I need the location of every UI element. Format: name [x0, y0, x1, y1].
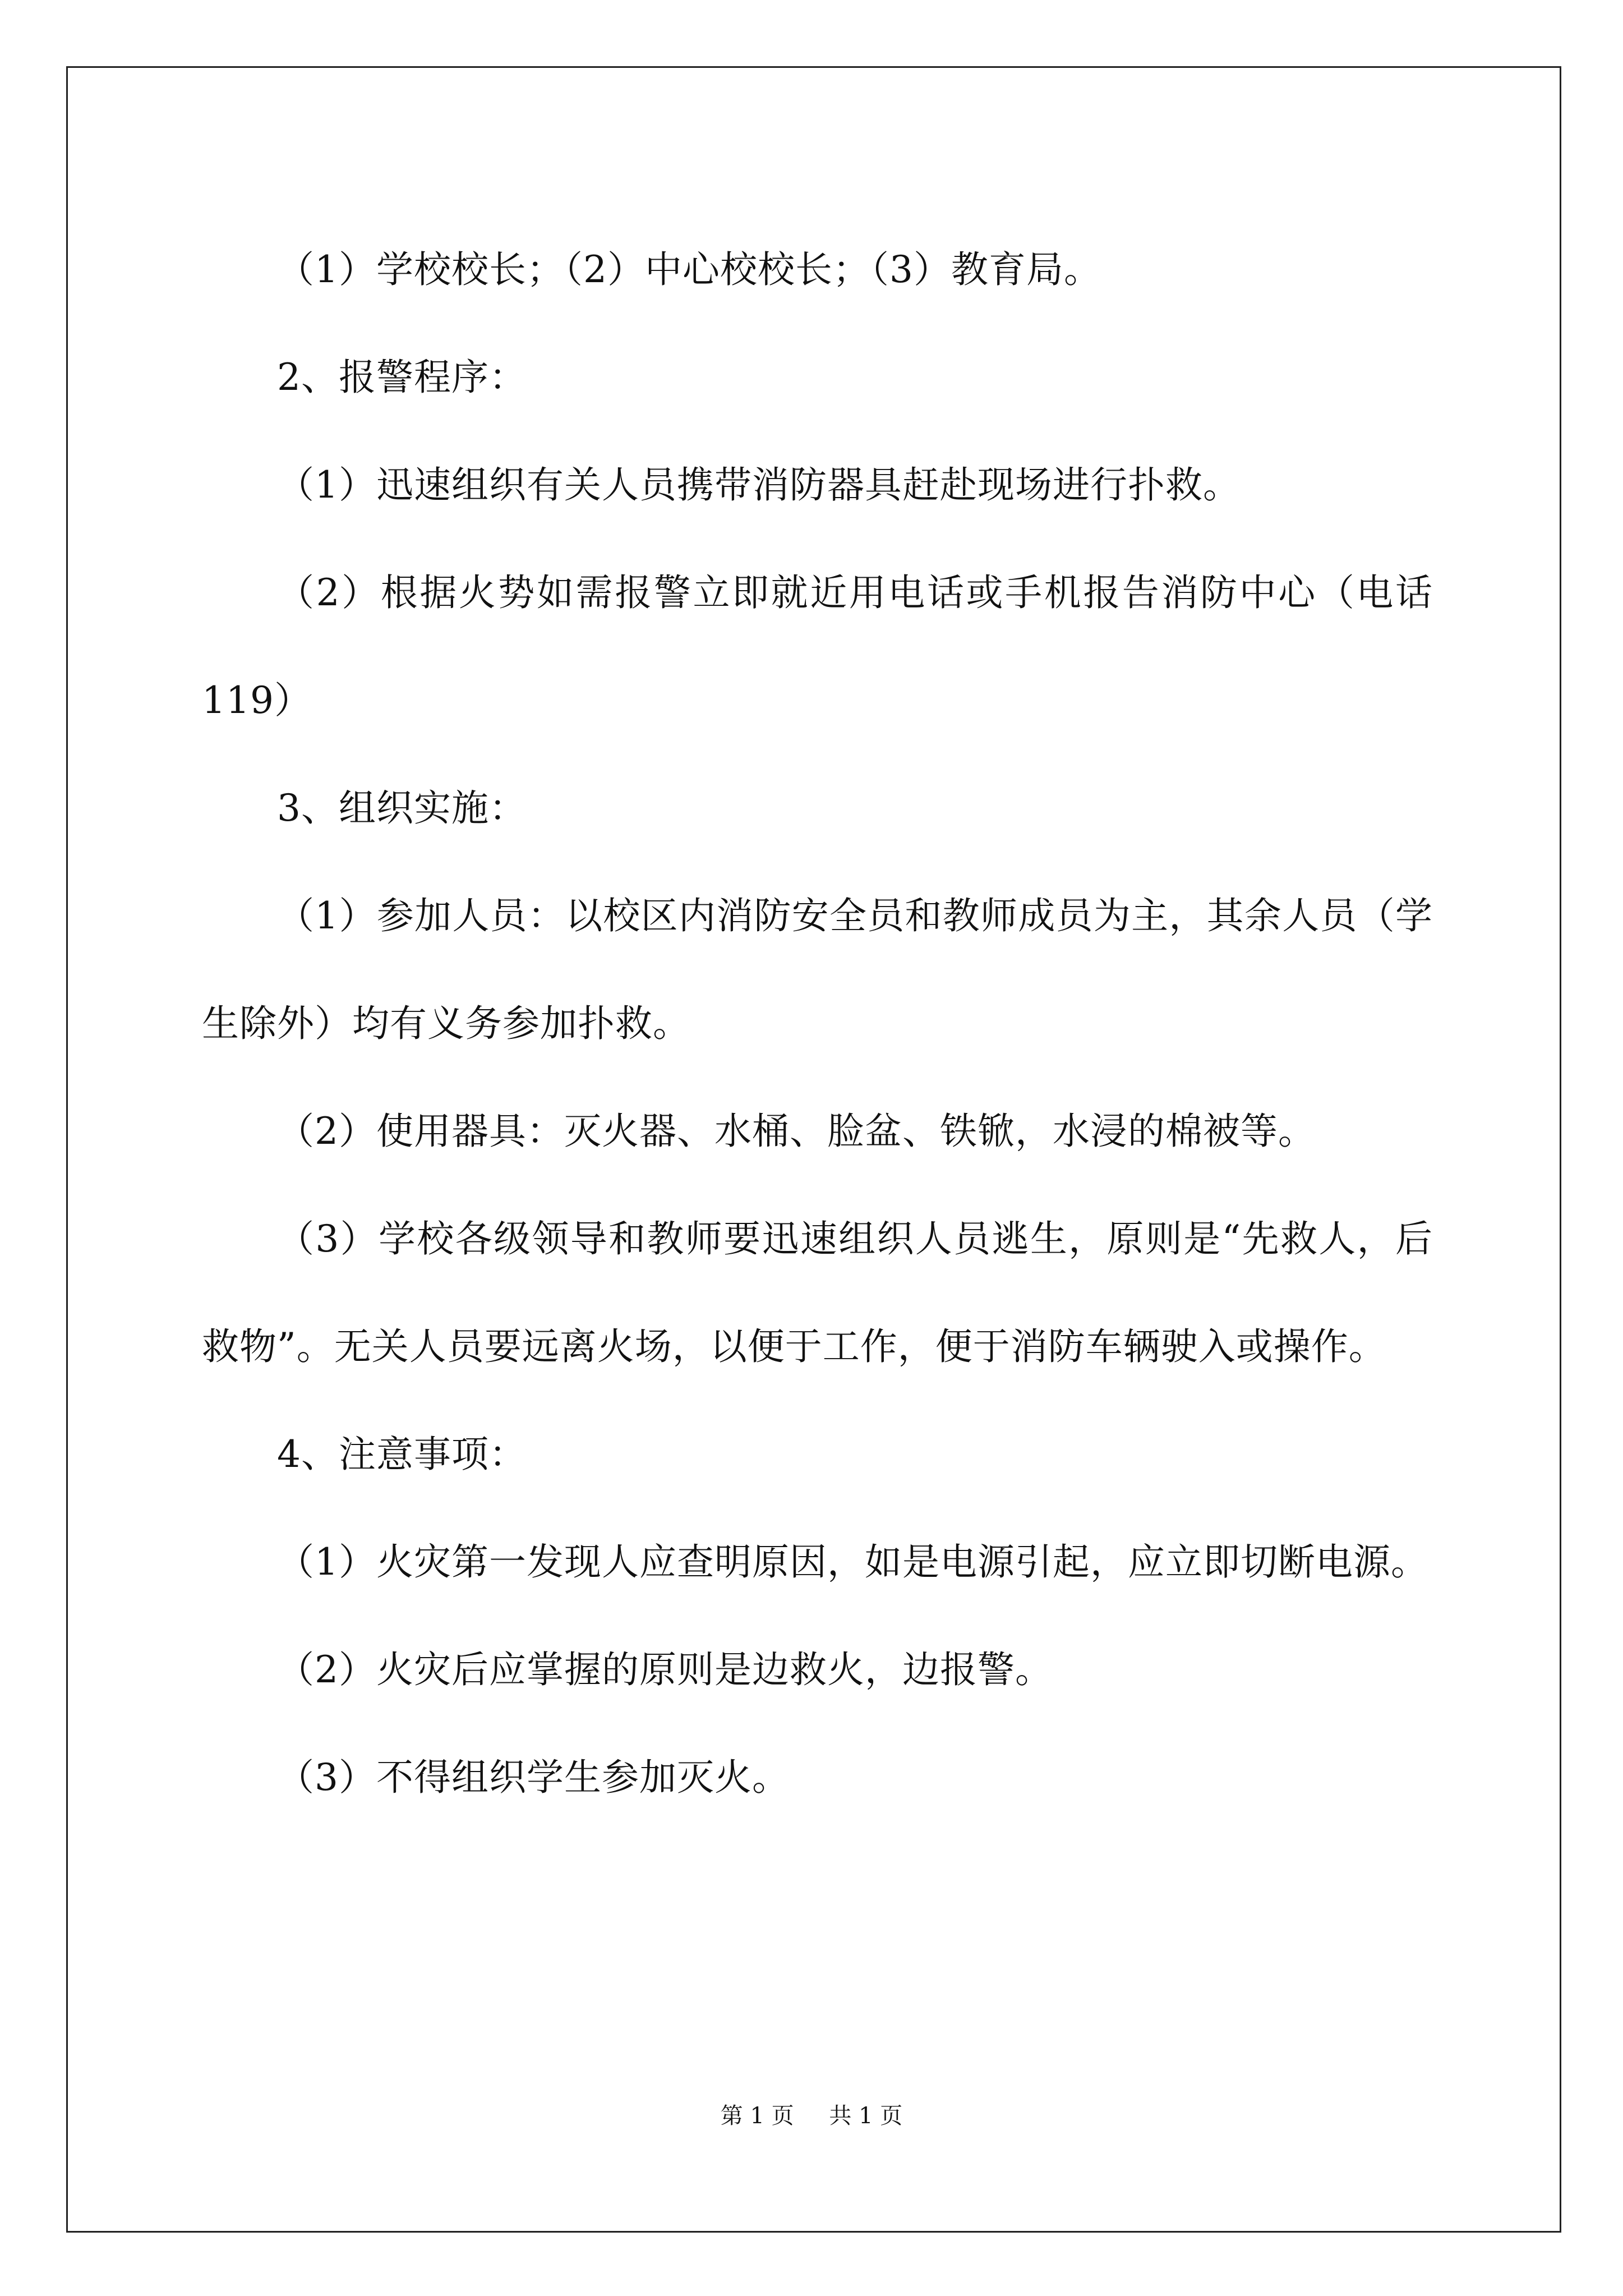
paragraph-fight-and-alarm: （2）火灾后应掌握的原则是边救火，边报警。: [277, 1648, 1053, 1691]
paragraph-participants: （1）参加人员：以校区内消防安全员和教师成员为主，其余人员（学生除外）均有义务参加扑救。: [202, 894, 1433, 1045]
document-body: [202, 216, 1433, 1832]
paragraph-power-cutoff: （1）火灾第一发现人应查明原因，如是电源引起，应立即切断电源。: [277, 1540, 1428, 1584]
paragraph-no-students: （3）不得组织学生参加灭火。: [277, 1756, 790, 1799]
paragraph-report-chain: （1）学校校长；（2）中心校校长；（3）教育局。: [277, 248, 1101, 291]
page-number: 第 1 页: [720, 2103, 794, 2129]
page-footer: [0, 2098, 1623, 2130]
heading-implementation: 3、组织实施：: [277, 786, 527, 830]
heading-alarm-procedure: 2、报警程序：: [277, 356, 527, 399]
heading-notes: 4、注意事项：: [277, 1433, 527, 1476]
page-total: 共 1 页: [829, 2103, 903, 2129]
paragraph-call-fire-center: （2）根据火势如需报警立即就近用电话或手机报告消防中心（电话 119）: [202, 571, 1433, 722]
paragraph-organize-rescue: （1）迅速组织有关人员携带消防器具赶赴现场进行扑救。: [277, 463, 1241, 507]
paragraph-equipment: （2）使用器具：灭火器、水桶、脸盆、铁锨，水浸的棉被等。: [277, 1110, 1316, 1153]
paragraph-evacuation: （3）学校各级领导和教师要迅速组织人员逃生，原则是“先救人，后救物”。无关人员要远离火场，以便于工作，便于消防车辆驶入或操作。: [202, 1217, 1433, 1368]
